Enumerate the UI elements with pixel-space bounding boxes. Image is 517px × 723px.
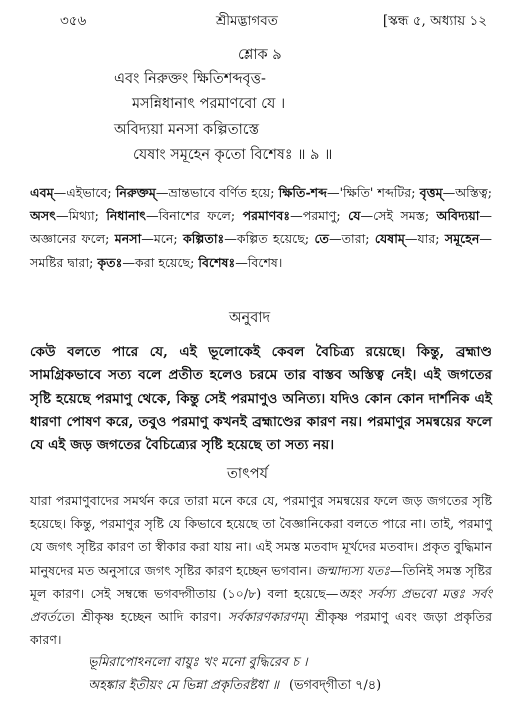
purport-quote-aham: অহং সর্বস্য প্রভবো মত্তঃ সর্বং প্রবর্ততে <box>30 585 492 625</box>
glossary-term: পরমাণবঃ <box>242 208 291 224</box>
glossary-entry <box>30 208 99 223</box>
glossary-meaning: —মনে; <box>141 231 178 247</box>
glossary-meaning: —সমষ্টির দ্বারা; <box>30 231 492 270</box>
page-header <box>0 10 517 30</box>
glossary-entry <box>97 255 194 270</box>
glossary-meaning: —মিথ্যা; <box>55 208 99 224</box>
glossary-entry <box>183 231 309 246</box>
gita-quote-line-1: ভূমিরাপোঽনলো বায়ুঃ খং মনো বুদ্ধিরেব চ । <box>88 655 308 670</box>
purport-heading: তাৎপর্য <box>227 466 269 482</box>
word-for-word-glossary <box>30 181 492 274</box>
gita-quote-line-2-text: অহঙ্কার ইতীয়ং মে ভিন্না প্রকৃতিরষ্টধা ॥ <box>88 678 279 693</box>
glossary-meaning: —অজ্ঞানের ফলে; <box>30 208 492 247</box>
glossary-term: এবম্ <box>30 185 54 200</box>
glossary-entry <box>314 231 369 246</box>
glossary-meaning: —বিনাশের ফলে; <box>146 208 236 224</box>
glossary-entry <box>348 208 429 223</box>
glossary-term: নিরুক্তম্ <box>115 185 156 200</box>
glossary-meaning: —করা হয়েছে; <box>122 254 195 270</box>
section-reference: [স্কন্ধ ৫, অধ্যায় ১২ <box>382 13 487 29</box>
glossary-term: কৃতঃ <box>97 254 123 270</box>
glossary-entry <box>279 185 416 200</box>
glossary-term: বৃত্তম্ <box>419 185 443 200</box>
verse-line-2: মসন্নিধানাৎ পরমাণবো যে । <box>132 96 286 112</box>
book-title: শ্রীমদ্ভাগবত <box>216 13 278 29</box>
glossary-term: নিধানাৎ <box>106 208 147 224</box>
glossary-entry <box>420 185 492 200</box>
glossary-meaning: —তারা; <box>329 231 370 247</box>
glossary-meaning: —ভ্রান্তভাবে বর্ণিত হয়ে; <box>155 185 275 200</box>
translation-heading: অনুবাদ <box>229 310 271 326</box>
glossary-entry <box>115 231 178 246</box>
verse-label: শ্লোক ৯ <box>238 47 282 63</box>
page-number: ৩৫৬ <box>60 13 87 29</box>
glossary-term: বিশেষঃ <box>198 254 236 270</box>
glossary-term: অসৎ <box>30 208 56 224</box>
glossary-entry <box>116 185 275 200</box>
glossary-term: যেষাম্ <box>374 231 405 247</box>
glossary-term: ক্ষিতি-শব্দ <box>278 185 327 200</box>
verse-line-1: এবং নিরুক্তং ক্ষিতিশব্দবৃত্ত- <box>114 71 266 87</box>
glossary-meaning: —এইভাবে; <box>53 185 112 200</box>
glossary-meaning: —সেই সমস্ত; <box>360 208 430 224</box>
glossary-meaning: —অস্তিত্ব; <box>442 185 492 200</box>
glossary-term: অবিদ্যয়া <box>436 208 480 224</box>
purport-part-4: । শ্রীকৃষ্ণ পরমাণু এবং জড়া প্রকৃতির কারণ। <box>30 609 493 648</box>
glossary-meaning: —'ক্ষিতি' শব্দটির; <box>326 185 416 200</box>
glossary-entry <box>375 231 440 246</box>
purport-quote-sarva: সর্বকারণকারণম্ <box>227 609 305 625</box>
verse-line-4: যেষাং সমূহেন কৃতো বিশেষঃ ॥ ৯ ॥ <box>133 147 333 163</box>
purport-part-1: যারা পরমাণুবাদের সমর্থন করে তারা মনে করে যে, পরমাণুর সমন্বয়ের ফলে জড় জগতের সৃষ্টি হয়েছে। কিন্তু, পরমাণুর সৃষ্টি যে কিভাবে হয়েছে তা বৈজ্ঞানিকেরা বলতে পারে না। তাই, পরমাণু যে জগৎ সৃষ্টির কারণ তা স্বীকার করা যায় না। এই সমস্ত মতবাদ মূর্খদের মতবাদ। প্রকৃত বুদ্ধিমান মানুষদের মত অনুসারে জগৎ সৃষ্টির কারণ হচ্ছেন ভগবান। <box>30 493 492 578</box>
verse-line-3: অবিদ্যয়া মনসা কল্পিতাস্তে <box>114 122 260 138</box>
glossary-entry <box>30 185 112 200</box>
glossary-meaning: —বিশেষ। <box>235 254 283 270</box>
glossary-entry <box>243 208 341 223</box>
glossary-meaning: —পরমাণু; <box>290 208 341 224</box>
glossary-term: তে <box>314 231 329 247</box>
purport-text <box>30 489 492 651</box>
glossary-meaning: —যার; <box>404 231 440 247</box>
glossary-entry <box>198 255 282 270</box>
translation-text: কেউ বলতে পারে যে, এই ভূলোকেই কেবল বৈচিত্র্য রয়েছে। কিন্তু, ব্রহ্মাণ্ড সামগ্রিকভাবে সত্য বলে প্রতীত হলেও চরমে তার বাস্তব অস্তিত্ব নেই। এই জগতের সৃষ্টি হয়েছে পরমাণু থেকে, কিন্তু সেই পরমাণুও অনিত্য। যদিও কোন কোন দার্শনিক এই ধারণা পোষণ করে, তবুও পরমাণু কখনই ব্রহ্মাণ্ডের কারণ নয়। পরমাণুর সমন্বয়ের ফলে যে এই জড় জগতের বৈচিত্র্যের সৃষ্টি হয়েছে তা সত্য নয়। <box>30 344 492 454</box>
glossary-term: সমূহেন <box>444 231 480 247</box>
purport-part-3: । শ্রীকৃষ্ণ হচ্ছেন আদি কারণ। <box>70 609 222 625</box>
glossary-meaning: —কল্পিত হয়েছে; <box>224 231 310 247</box>
glossary-term: কল্পিতাঃ <box>183 231 225 247</box>
glossary-term: যে <box>348 208 361 224</box>
glossary-term: মনসা <box>114 231 142 247</box>
gita-quote-reference: (ভগবদ্‌গীতা ৭/৪) <box>288 678 382 693</box>
glossary-entry <box>106 208 235 223</box>
gita-quote-line-2 <box>88 676 381 697</box>
purport-quote-janmadi: জন্মাদ্যস্য যতঃ <box>315 562 390 578</box>
purport-part-2: —তিনিই সমস্ত সৃষ্টির মূল কারণ। সেই সম্বন্ধে ভগবদ্গীতায় (১০/৮) বলা হয়েছে— <box>30 562 492 601</box>
